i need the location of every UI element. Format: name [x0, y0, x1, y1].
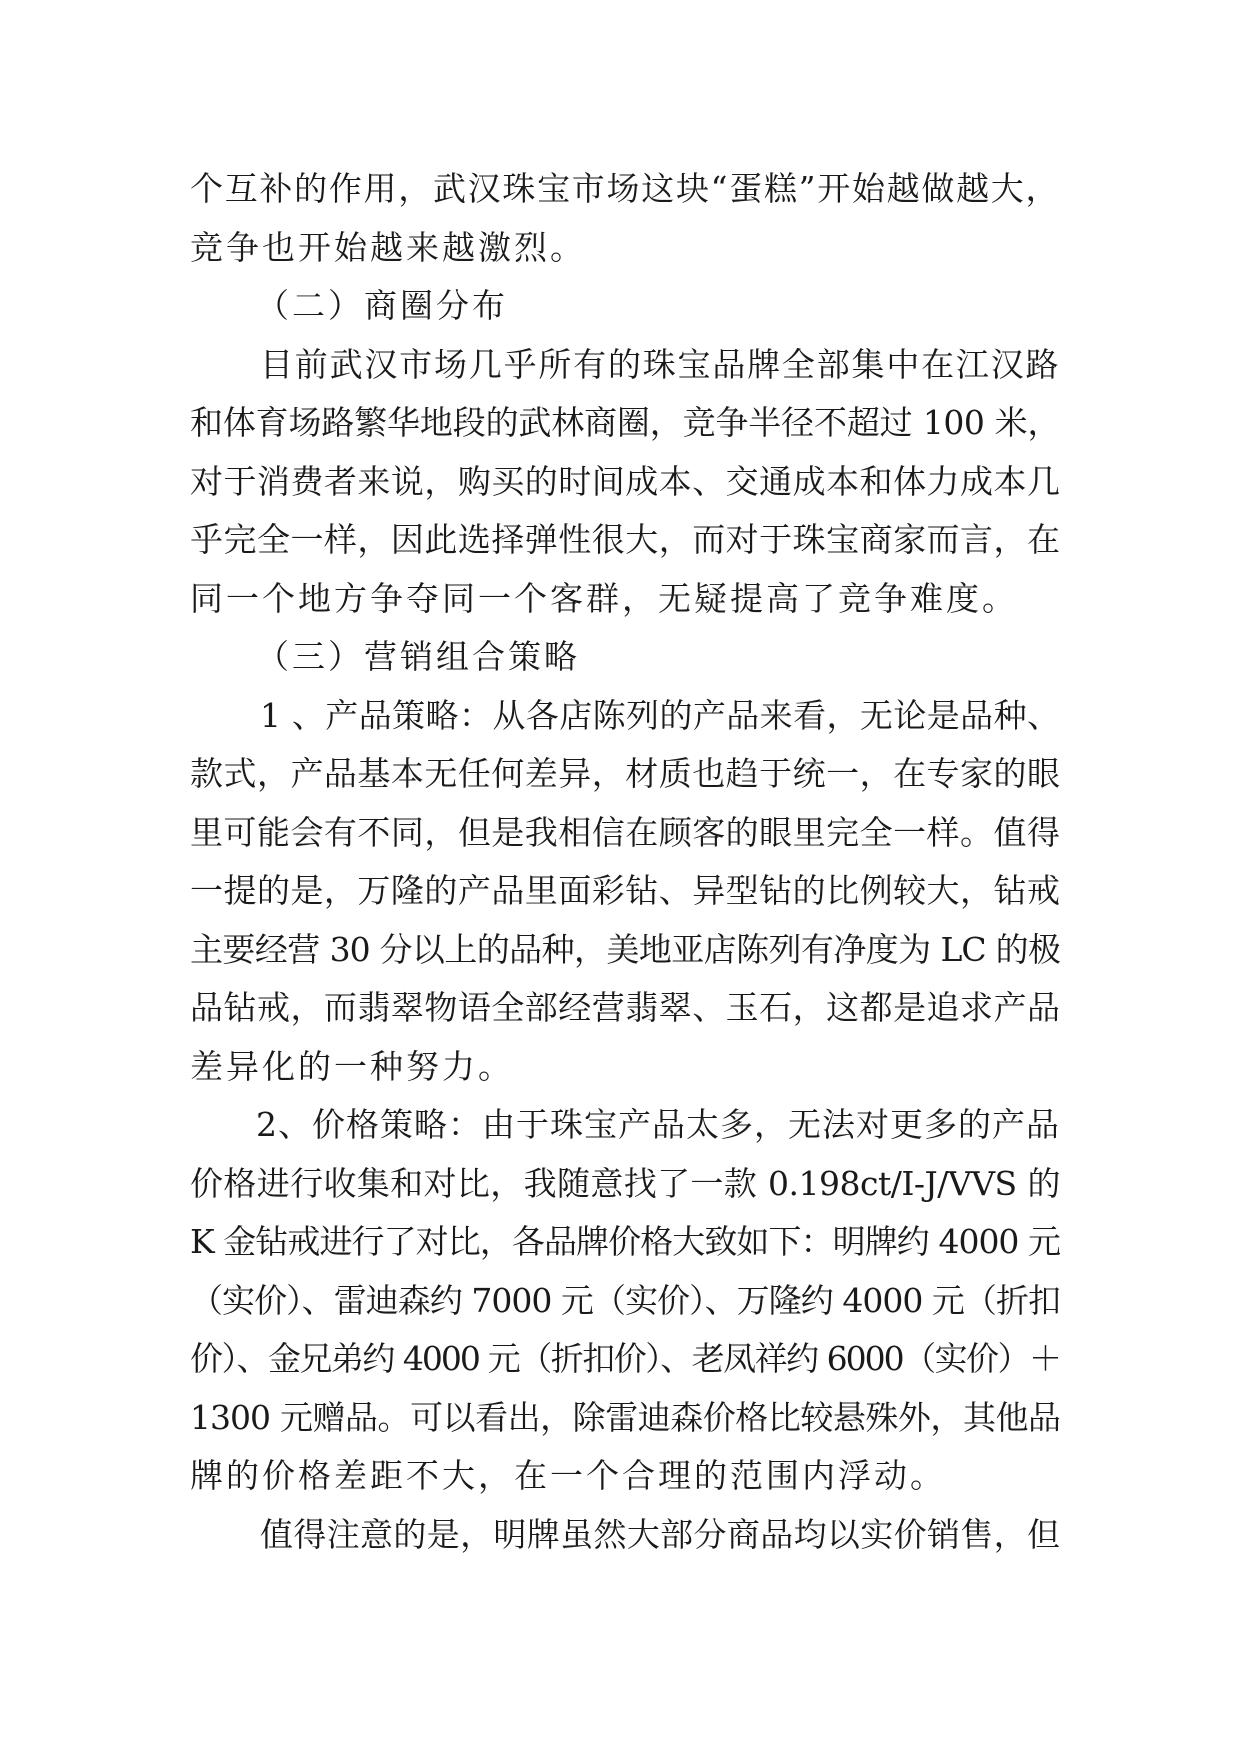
text-line: 一提的是，万隆的产品里面彩钻、异型钻的比例较大，钻戒	[190, 871, 1060, 910]
text-line: 款式，产品基本无任何差异，材质也趋于统一，在专家的眼	[190, 754, 1060, 793]
text-line: K 金钻戒进行了对比，各品牌价格大致如下：明牌约 4000 元	[190, 1222, 1060, 1261]
text-line: 主要经营 30 分以上的品种，美地亚店陈列有净度为 LC 的极	[190, 929, 1060, 969]
text-line: 2、价格策略：由于珠宝产品太多，无法对更多的产品	[256, 1105, 1060, 1144]
text-line: （实价）、雷迪森约 7000 元（实价）、万隆约 4000 元（折扣	[190, 1280, 1060, 1320]
text-line: 同一个地方争夺同一个客群，无疑提高了竞争难度。	[190, 578, 1018, 618]
text-line: 个互补的作用，武汉珠宝市场这块“蛋糕”开始越做越大，	[190, 169, 1060, 208]
document-body	[190, 160, 1060, 1564]
text-line: 价格进行收集和对比，我随意找了一款 0.198ct/I-J/VVS 的	[190, 1163, 1060, 1203]
text-line: 对于消费者来说，购买的时间成本、交通成本和体力成本几	[190, 461, 1060, 501]
text-line: 里可能会有不同，但是我相信在顾客的眼里完全一样。值得	[190, 812, 1060, 852]
text-line: 值得注意的是，明牌虽然大部分商品均以实价销售，但	[260, 1514, 1060, 1554]
section-heading: （二）商圈分布	[256, 286, 508, 325]
text-line: 品钻戒，而翡翠物语全部经营翡翠、玉石，这都是追求产品	[190, 988, 1060, 1027]
text-line: 牌的价格差距不大，在一个合理的范围内浮动。	[190, 1456, 946, 1495]
text-line: 乎完全一样，因此选择弹性很大，而对于珠宝商家而言，在	[190, 520, 1060, 559]
text-line: 竞争也开始越来越激烈。	[190, 227, 586, 267]
text-line: 目前武汉市场几乎所有的珠宝品牌全部集中在江汉路	[260, 344, 1060, 384]
text-line: 1 、产品策略：从各店陈列的产品来看，无论是品种、	[260, 695, 1060, 735]
text-line: 价）、金兄弟约 4000 元（折扣价）、老凤祥约 6000（实价）＋	[190, 1339, 1060, 1378]
text-line: 差异化的一种努力。	[190, 1046, 514, 1086]
section-heading: （三）营销组合策略	[256, 637, 580, 676]
text-line: 1300 元赠品。可以看出，除雷迪森价格比较悬殊外，其他品	[190, 1397, 1060, 1437]
text-line: 和体育场路繁华地段的武林商圈，竞争半径不超过 100 米，	[190, 403, 1060, 442]
